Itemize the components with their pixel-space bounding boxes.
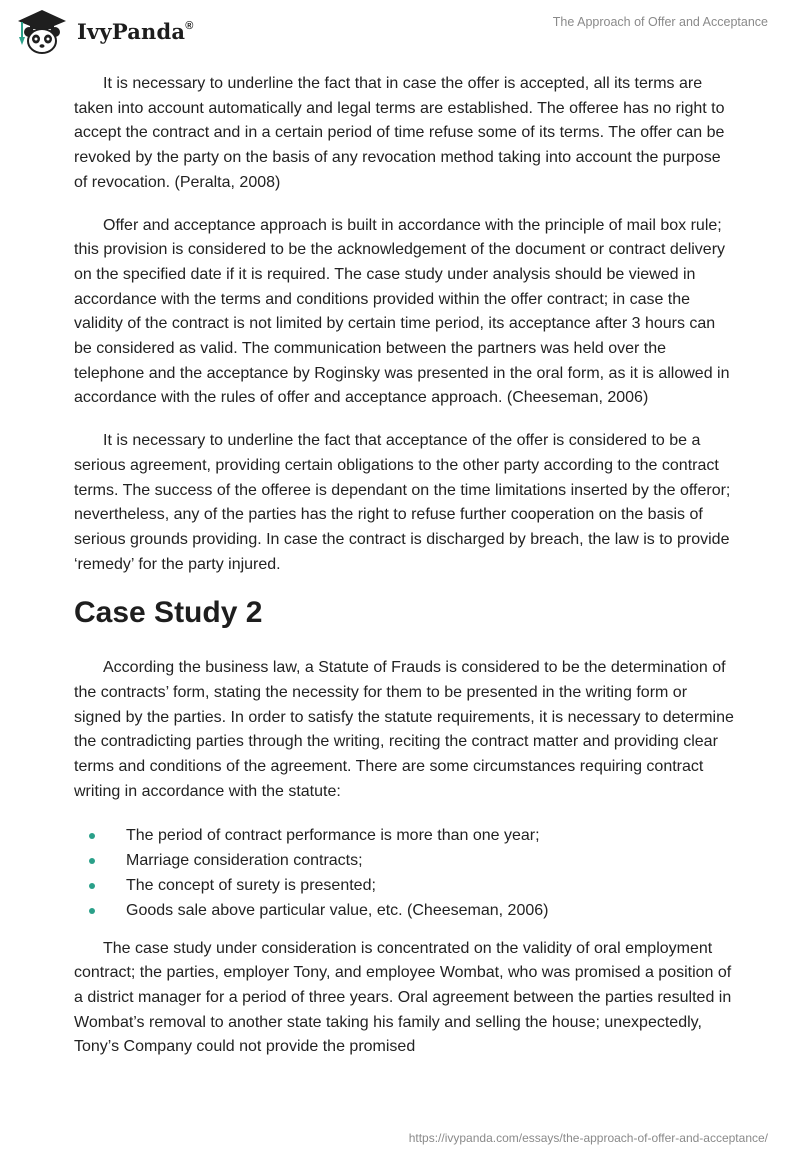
source-url[interactable]: https://ivypanda.com/essays/the-approach-of-offer-and-acceptance/ [408,1131,768,1145]
bullet-list [74,823,734,923]
list-item-text: The period of contract performance is more than one year; [126,826,540,844]
page-header [0,0,800,62]
list-item [74,823,734,848]
list-item-text: Marriage consideration contracts; [126,851,363,869]
logo-wordmark: IvyPanda® [77,19,194,44]
paragraph: According the business law, a Statute of Frauds is considered to be the determination of the contracts’ form, stating the necessity for them to be presented in the writing form or signed by the parties. In order to satisfy the statute requirements, it is necessary to determine the contradicting parties through the writing, reciting the contract matter and providing clear terms and conditions of the agreement. There are some circumstances requiring contract writing in accordance with the statute: [74,659,734,800]
ivypanda-logo[interactable] [14,7,214,55]
bullet-icon [89,858,95,864]
bullet-icon [89,908,95,914]
paragraph: It is necessary to underline the fact that in case the offer is accepted, all its terms are taken into account automatically and legal terms are established. The offeree has no right to accept the contract and in a certain period of time refuse some of its terms. The offer can be revoked by the party on the basis of any revocation method taking into account the purpose of revocation. (Peralta, 2008) [74,75,725,191]
paragraph: It is necessary to underline the fact that acceptance of the offer is considered to be a serious agreement, providing certain obligations to the other party according to the contract terms. The success of the offeree is dependant on the time limitations inserted by the offeror; nevertheless, any of the parties has the right to refuse further cooperation on the basis of serious grounds providing. In case the contract is discharged by breach, the law is to provide ‘remedy’ for the party injured. [74,432,731,573]
article-body [74,72,734,1078]
bullet-icon [89,883,95,889]
paragraph: The case study under consideration is concentrated on the validity of oral employment contract; the parties, employer Tony, and employee Wombat, who was promised a position of a district manager for a period of three years. Oral agreement between the parties resulted in Wombat’s removal to another state taking his family and selling the house; unexpectedly, Tony’s Company could not provide the promised [74,939,732,1056]
list-item-text: The concept of surety is presented; [126,876,376,894]
list-item [74,898,734,923]
bullet-icon [89,833,95,839]
panda-graduate-icon [14,7,70,55]
document-title: The Approach of Offer and Acceptance [552,15,768,29]
list-item-text: Goods sale above particular value, etc. (Cheeseman, 2006) [126,901,549,919]
section-heading: Case Study 2 [74,596,263,630]
list-item [74,848,734,873]
paragraph: Offer and acceptance approach is built in accordance with the principle of mail box rule; this provision is considered to be the acknowledgement of the document or contract delivery on the specified date if it is required. The case study under analysis should be viewed in accordance with the terms and conditions provided within the offer contract; in case the validity of the contract is not limited by certain time period, its acceptance after 3 hours can be considered as valid. The communication between the partners was held over the telephone and the acceptance by Roginsky was presented in the oral form, as it is allowed in accordance with the rules of offer and acceptance approach. (Cheeseman, 2006) [74,216,730,407]
list-item [74,873,734,898]
